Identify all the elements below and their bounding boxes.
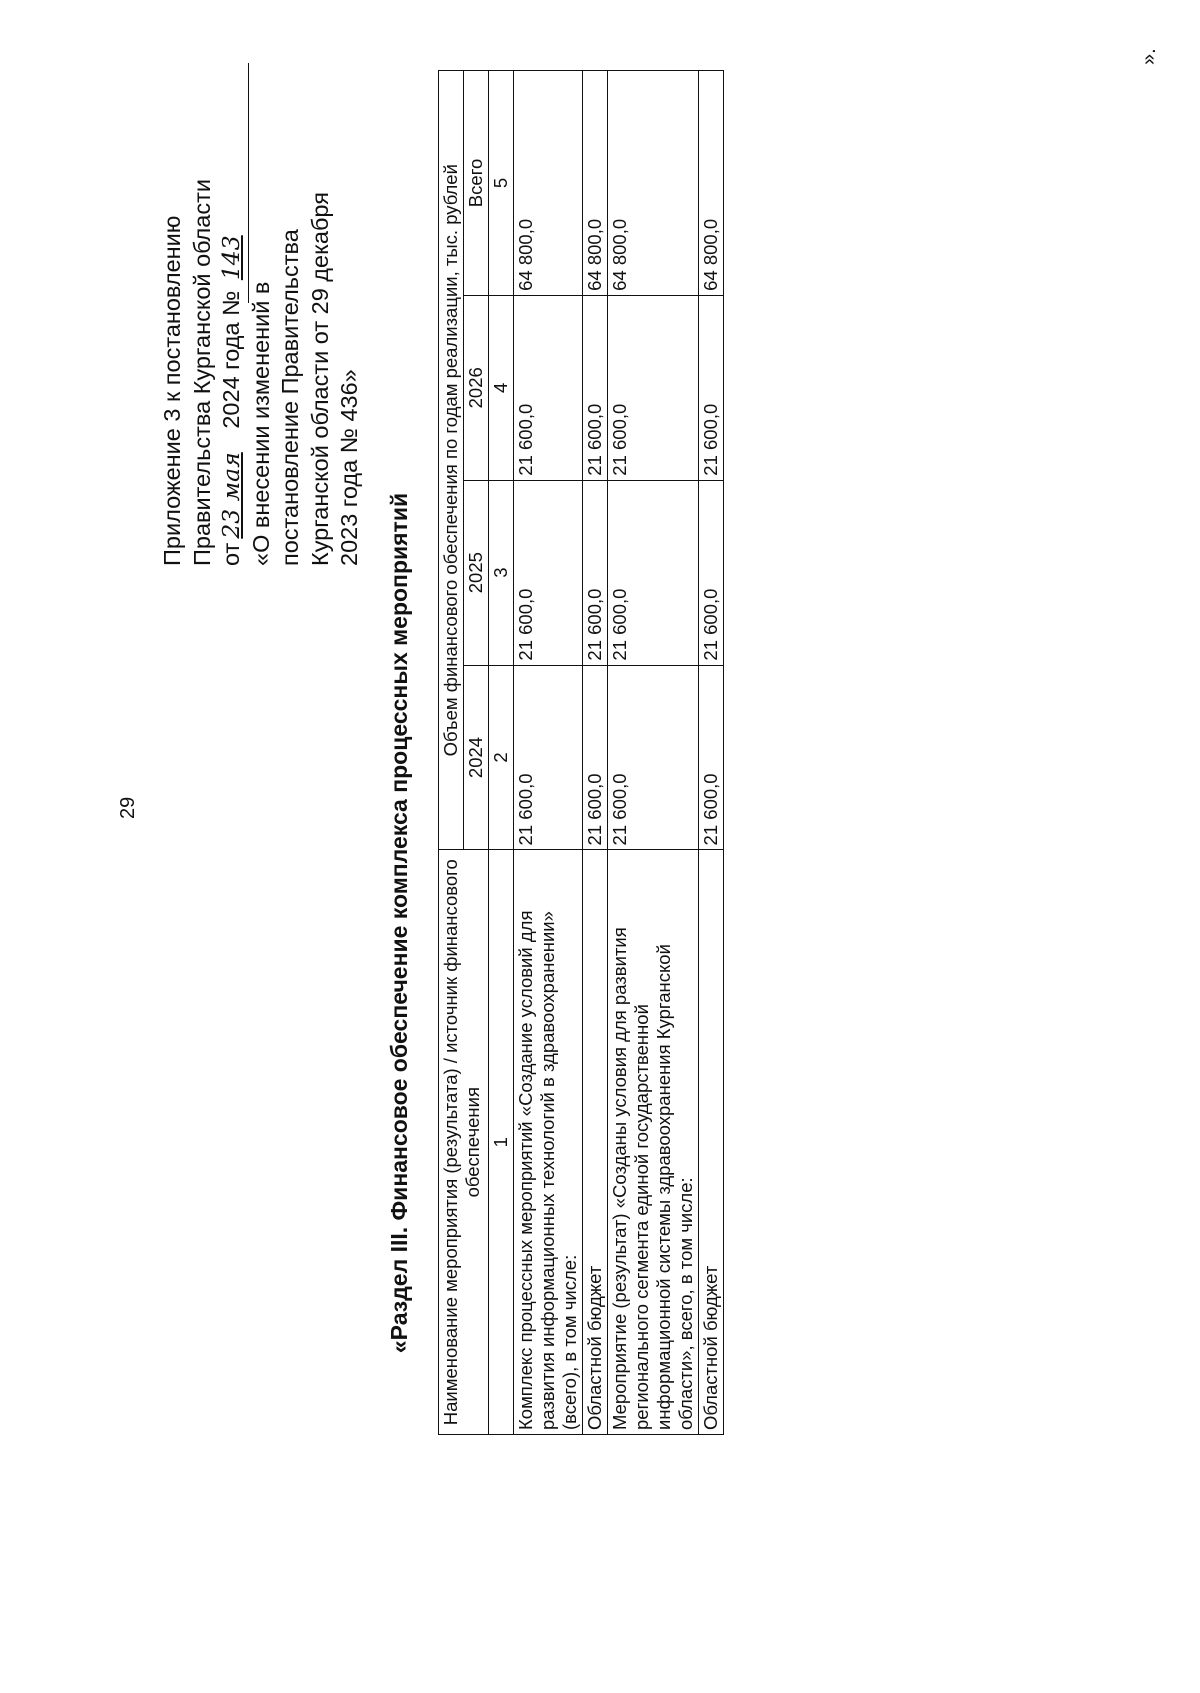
row-name: Мероприятие (результат) «Созданы условия для развития регионального сегмента единой государственной информационной системы здравоохранения Курганской области», всего, в том числе: [608,850,699,1435]
row-name: Областной бюджет [583,850,608,1435]
row-value-2025: 21 600,0 [514,480,583,665]
row-value-2025: 21 600,0 [583,480,608,665]
row-value-2025: 21 600,0 [699,480,724,665]
row-value-2025: 21 600,0 [608,480,699,665]
appendix-line-7: 2023 года № 436» [336,369,362,566]
page-number: 29 [117,796,139,819]
row-value-2026: 21 600,0 [699,295,724,480]
header-total: Всего [464,71,489,296]
appendix-line-6: Курганской области от 29 декабря [306,192,333,566]
financing-table [438,70,724,1435]
table-row [608,71,699,1435]
column-number: 3 [489,480,514,665]
table-row [699,71,724,1435]
column-number: 4 [489,295,514,480]
section-title: «Раздел III. Финансовое обеспечение комплекса процессных мероприятий [386,492,412,1354]
handwritten-date: 23 мая [217,452,245,539]
row-value-2026: 21 600,0 [608,295,699,480]
row-name: Областной бюджет [699,850,724,1435]
table-row [583,71,608,1435]
table-header-row [439,71,464,1435]
header-year-2026: 2026 [464,295,489,480]
appendix-date-prefix: от [218,542,244,566]
column-number: 2 [489,665,514,850]
closing-quote: ». [1138,48,1160,65]
row-value-total: 64 800,0 [514,71,583,296]
appendix-line-1: Приложение 3 к постановлению [159,215,185,566]
header-year-2024: 2024 [464,665,489,850]
appendix-line-5: постановление Правительства [277,229,303,566]
handwritten-number: 143 [217,235,245,281]
row-value-2026: 21 600,0 [514,295,583,480]
appendix-underline [248,63,249,303]
column-number: 5 [489,71,514,296]
row-name: Комплекс процессных мероприятий «Создание условий для развития информационных технологий в здравоохранении» (всего), в том числе: [514,850,583,1435]
column-number-row [489,71,514,1435]
table-row [514,71,583,1435]
header-volume-cell: Объем финансового обеспечения по годам реализации, тыс. рублей [439,71,464,850]
header-name-cell: Наименование мероприятия (результата) / источник финансового обеспечения [439,850,489,1435]
appendix-block [158,86,365,566]
column-number: 1 [489,850,514,1435]
appendix-line-4: «О внесении изменений в [247,281,274,566]
appendix-line-3 [217,86,247,566]
appendix-line-2: Правительства Курганской области [188,179,215,566]
row-value-2024: 21 600,0 [583,665,608,850]
row-value-2024: 21 600,0 [608,665,699,850]
appendix-year-number-label: 2024 года № [218,290,244,429]
header-year-2025: 2025 [464,480,489,665]
row-value-total: 64 800,0 [583,71,608,296]
row-value-total: 64 800,0 [608,71,699,296]
row-value-2024: 21 600,0 [699,665,724,850]
row-value-2024: 21 600,0 [514,665,583,850]
row-value-total: 64 800,0 [699,71,724,296]
row-value-2026: 21 600,0 [583,295,608,480]
